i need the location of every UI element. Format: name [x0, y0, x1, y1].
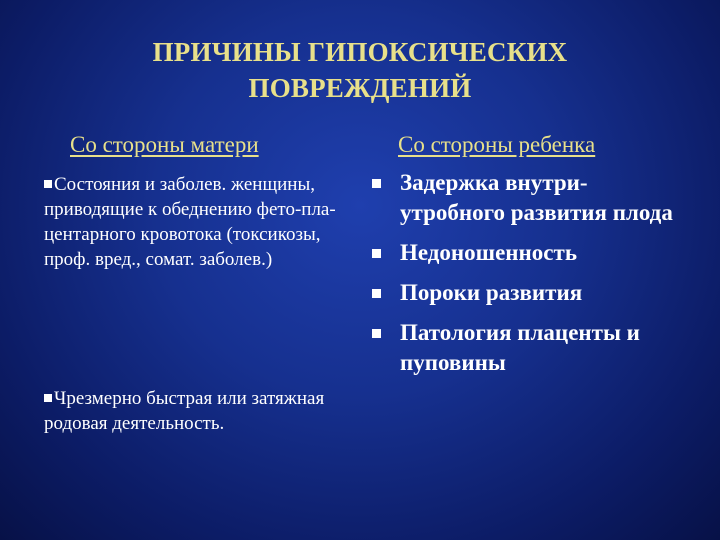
title-line-2: ПОВРЕЖДЕНИЙ	[248, 73, 472, 103]
square-bullet-icon	[372, 329, 381, 338]
child-causes-list	[372, 168, 692, 388]
mother-cause-item	[44, 386, 344, 436]
mother-cause-text: Состояния и заболев. женщины, приводящие к обеднению фето-пла-центарного кровотока (токсикозы, проф. вред., сомат. заболев.)	[44, 174, 336, 270]
child-cause-item	[372, 238, 692, 268]
mother-cause-text: Чрезмерно быстрая или затяжная родовая деятельность.	[44, 388, 325, 434]
square-bullet-icon	[372, 289, 381, 298]
child-cause-text: Пороки развития	[400, 280, 583, 305]
square-bullet-icon	[372, 249, 381, 258]
title-line-1: ПРИЧИНЫ ГИПОКСИЧЕСКИХ	[152, 37, 568, 67]
square-bullet-icon	[44, 180, 52, 188]
mother-cause-item	[44, 172, 344, 272]
child-cause-item	[372, 278, 692, 308]
child-cause-text: Патология плаценты и пуповины	[400, 320, 640, 375]
child-cause-text: Задержка внутри-утробного развития плода	[400, 170, 673, 225]
child-cause-item	[372, 168, 692, 228]
child-cause-text: Недоношенность	[400, 240, 577, 265]
square-bullet-icon	[44, 394, 52, 402]
child-side-heading: Со стороны ребенка	[398, 132, 596, 157]
child-cause-item	[372, 318, 692, 378]
square-bullet-icon	[372, 179, 381, 188]
mother-side-heading: Со стороны матери	[70, 132, 259, 157]
slide-title	[0, 34, 720, 106]
